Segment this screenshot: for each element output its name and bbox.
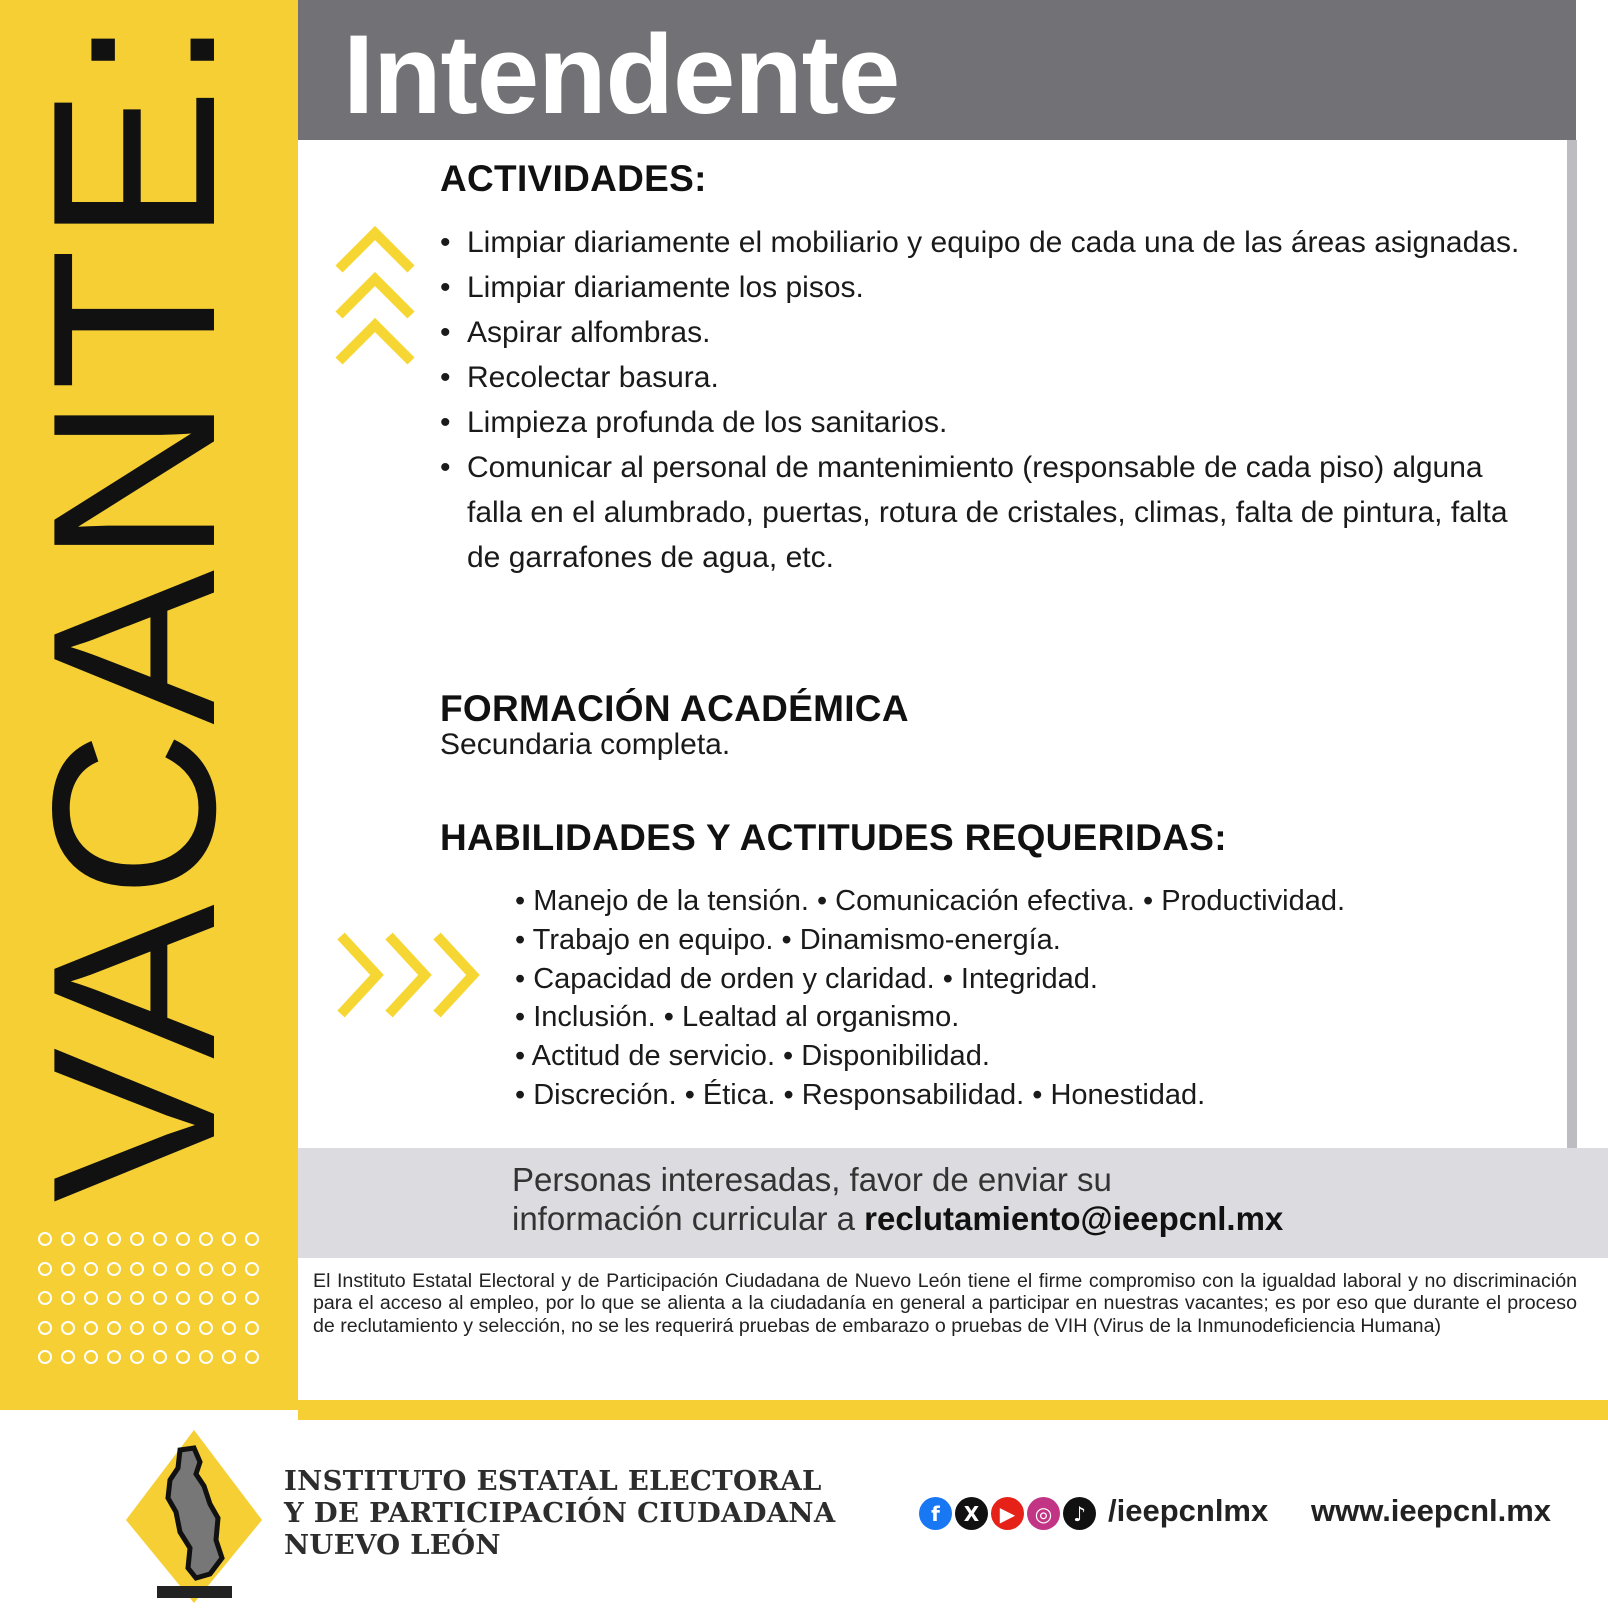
list-item: • Comunicar al personal de mantenimiento (responsable de cada piso) alguna falla en el alumbrado, puertas, rotura de cristales, climas, falta de pintura, falta de garrafones de agua, etc.: [440, 445, 1520, 580]
dot-icon: [84, 1262, 98, 1276]
dot-icon: [153, 1291, 167, 1305]
dot-icon: [107, 1321, 121, 1335]
facebook-icon[interactable]: f: [919, 1497, 952, 1530]
dot-icon: [61, 1321, 75, 1335]
chevrons-right-icon: [335, 930, 485, 1020]
dot-icon: [199, 1232, 213, 1246]
skills-list: [515, 882, 1345, 1115]
dot-icon: [245, 1321, 259, 1335]
dot-icon: [199, 1350, 213, 1364]
vacante-vertical-title: VACANTE:: [5, 11, 264, 1203]
list-item: • Actitud de servicio. • Disponibilidad.: [515, 1040, 990, 1073]
dot-icon: [176, 1262, 190, 1276]
dot-icon: [38, 1262, 52, 1276]
dot-icon: [245, 1350, 259, 1364]
dot-icon: [222, 1232, 236, 1246]
dot-icon: [153, 1262, 167, 1276]
list-item: • Limpiar diariamente el mobiliario y equipo de cada una de las áreas asignadas.: [440, 220, 1520, 265]
dot-icon: [153, 1232, 167, 1246]
dot-icon: [38, 1232, 52, 1246]
dot-icon: [153, 1350, 167, 1364]
dot-icon: [199, 1262, 213, 1276]
sidebar: [0, 0, 298, 1410]
dot-icon: [222, 1262, 236, 1276]
dot-icon: [222, 1321, 236, 1335]
list-item: • Manejo de la tensión. • Comunicación efectiva. • Productividad.: [515, 885, 1346, 917]
dot-icon: [61, 1232, 75, 1246]
list-item: • Aspirar alfombras.: [440, 310, 1520, 355]
org-name-line: Y DE PARTICIPACIÓN CIUDADANA: [284, 1497, 836, 1529]
dot-icon: [84, 1232, 98, 1246]
list-item: • Trabajo en equipo. • Dinamismo-energía.: [515, 923, 1061, 956]
dot-icon: [130, 1232, 144, 1246]
dot-icon: [199, 1321, 213, 1335]
dot-icon: [61, 1350, 75, 1364]
job-title: Intendente: [343, 12, 900, 137]
bottom-stripe: [298, 1400, 1608, 1420]
dot-icon: [61, 1291, 75, 1305]
dot-icon: [130, 1350, 144, 1364]
dot-icon: [84, 1321, 98, 1335]
dot-icon: [38, 1350, 52, 1364]
dot-icon: [130, 1291, 144, 1305]
dot-icon: [130, 1262, 144, 1276]
dot-icon: [61, 1262, 75, 1276]
contact-prefix: información curricular a: [512, 1200, 865, 1237]
dot-icon: [176, 1232, 190, 1246]
contact-email-link[interactable]: reclutamiento@ieepcnl.mx: [864, 1200, 1284, 1237]
dot-icon: [38, 1321, 52, 1335]
social-handle[interactable]: /ieepcnlmx: [1108, 1493, 1269, 1528]
instagram-icon[interactable]: ◎: [1027, 1497, 1060, 1530]
dot-icon: [222, 1350, 236, 1364]
dot-icon: [130, 1321, 144, 1335]
list-item: • Limpieza profunda de los sanitarios.: [440, 400, 1520, 445]
contact-text: Personas interesadas, favor de enviar su: [512, 1161, 1112, 1198]
dot-icon: [176, 1291, 190, 1305]
activities-list: [440, 220, 1520, 580]
skills-title: HABILIDADES Y ACTITUDES REQUERIDAS:: [440, 817, 1227, 858]
dot-icon: [107, 1232, 121, 1246]
dot-icon: [84, 1291, 98, 1305]
dot-icon: [84, 1350, 98, 1364]
dot-icon: [107, 1291, 121, 1305]
dot-icon: [107, 1262, 121, 1276]
disclaimer-text: El Instituto Estatal Electoral y de Participación Ciudadana de Nuevo León tiene el firme compromiso con la igualdad laboral y no discriminación para el acceso al empleo, por lo que se alienta a la ciudadanía en general a participar en nuestras vacantes; es por eso que durante el proceso de reclutamiento y selección, no se les requerirá pruebas de embarazo o pruebas de VIH (Virus de la Inmunodeficiencia Humana): [313, 1270, 1577, 1337]
x-icon[interactable]: X: [955, 1497, 988, 1530]
org-name-line: NUEVO LEÓN: [284, 1529, 501, 1561]
right-divider: [1567, 140, 1577, 1148]
dot-icon: [176, 1321, 190, 1335]
ieepcnl-logo-icon: [122, 1428, 267, 1608]
formation-title: FORMACIÓN ACADÉMICA: [440, 688, 909, 729]
dot-icon: [107, 1350, 121, 1364]
list-item: • Inclusión. • Lealtad al organismo.: [515, 1001, 960, 1034]
dot-icon: [199, 1291, 213, 1305]
dot-icon: [176, 1350, 190, 1364]
dot-icon: [38, 1291, 52, 1305]
list-item: • Recolectar basura.: [440, 355, 1520, 400]
dot-icon: [245, 1262, 259, 1276]
list-item: • Limpiar diariamente los pisos.: [440, 265, 1520, 310]
activities-title: ACTIVIDADES:: [440, 158, 707, 199]
dot-icon: [245, 1232, 259, 1246]
dot-icon: [245, 1291, 259, 1305]
org-name-line: INSTITUTO ESTATAL ELECTORAL: [284, 1465, 822, 1497]
list-item: • Discreción. • Ética. • Responsabilidad. • Honestidad.: [515, 1078, 1206, 1111]
youtube-icon[interactable]: ▶: [991, 1497, 1024, 1530]
org-name: [284, 1465, 835, 1561]
tiktok-icon[interactable]: ♪: [1063, 1497, 1096, 1530]
contact-text-line2: [512, 1200, 1283, 1238]
dot-icon: [153, 1321, 167, 1335]
dot-icon: [222, 1291, 236, 1305]
list-item: • Capacidad de orden y claridad. • Integridad.: [515, 962, 1098, 995]
website-link[interactable]: www.ieepcnl.mx: [1311, 1493, 1552, 1528]
dot-pattern: [38, 1232, 268, 1380]
chevrons-up-icon: [335, 225, 415, 370]
formation-text: Secundaria completa.: [440, 728, 731, 761]
social-icons: [919, 1497, 1096, 1530]
